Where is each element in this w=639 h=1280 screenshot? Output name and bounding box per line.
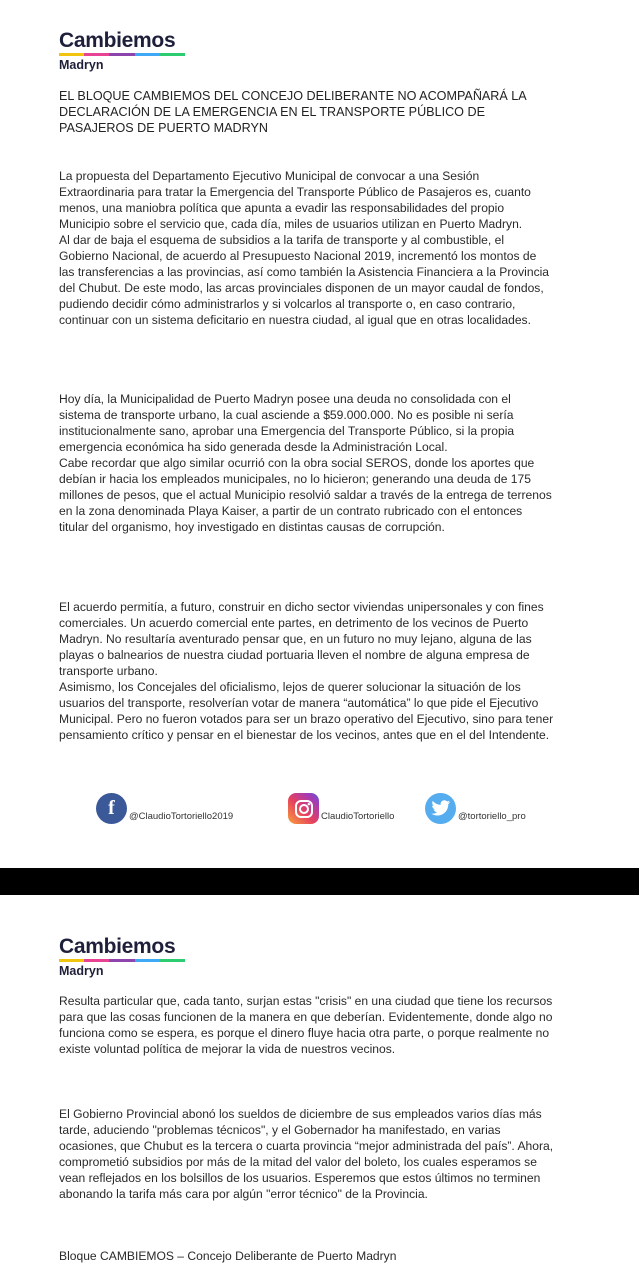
- paragraph: Resulta particular que, cada tanto, surjan estas "crisis" en una ciudad que tiene los recursos para que las cosas funcionen de la manera en que deberían. Evidentemente, donde algo no funciona como se espera, es porque el dinero fluye hacia otra parte, o porque realmente no existe voluntad política de mejorar la vida de nuestros vecinos.: [59, 994, 553, 1056]
- facebook-link[interactable]: [96, 793, 233, 824]
- paragraph-block-1: [59, 168, 554, 328]
- social-links: [0, 793, 639, 833]
- logo-brand: Cambiemos: [59, 29, 176, 52]
- headline: EL BLOQUE CAMBIEMOS DEL CONCEJO DELIBERANTE NO ACOMPAÑARÁ LA DECLARACIÓN DE LA EMERGENCIA EN EL TRANSPORTE PÚBLICO DE PASAJEROS DE PUERTO MADRYN: [59, 89, 527, 135]
- cambiemos-logo: [59, 936, 185, 978]
- logo-bar-segment: [59, 53, 84, 56]
- page-separator: [0, 868, 639, 895]
- paragraph: Al dar de baja el esquema de subsidios a la tarifa de transporte y al combustible, el Gobierno Nacional, de acuerdo al Presupuesto Nacional 2019, incrementó los montos de las transferencias a las provincias, así como también la Asistencia Financiera a la Provincia del Chubut. De este modo, las arcas provinciales disponen de un mayor caudal de fondos, pudiendo decidir cómo administrarlos y si volcarlos al transporte o, en caso contrario, continuar con un sistema deficitario en nuestra ciudad, al igual que en otras localidades.: [59, 233, 550, 327]
- logo-bar-segment: [109, 53, 134, 56]
- footer-signature: Bloque CAMBIEMOS – Concejo Deliberante de Puerto Madryn: [59, 1249, 397, 1263]
- logo-bar-segment: [84, 53, 109, 56]
- logo-bar-segment: [109, 959, 134, 962]
- paragraph-block-5: [59, 1106, 554, 1202]
- paragraph: Cabe recordar que algo similar ocurrió con la obra social SEROS, donde los aportes que debían ir hacia los empleados municipales, no lo hicieron; generando una deuda de 175 millones de pesos, que el actual Municipio resolvió saldar a través de la entrega de terrenos en la zona denominada Playa Kaiser, a partir de un contrato rubricado con el entonces titular del organismo, hoy investigado en distintas causas de corrupción.: [59, 456, 552, 534]
- instagram-handle: ClaudioTortoriello: [321, 811, 395, 822]
- cambiemos-logo: [59, 30, 185, 72]
- paragraph-block-3: [59, 599, 554, 743]
- logo-color-bar: [59, 53, 185, 56]
- document-page-2: [0, 895, 639, 1280]
- paragraph-block-2: [59, 391, 554, 535]
- paragraph-block-4: [59, 993, 554, 1057]
- logo-bar-segment: [135, 959, 160, 962]
- paragraph: El Gobierno Provincial abonó los sueldos de diciembre de sus empleados varios días más tarde, aduciendo "problemas técnicos", y el Gobernador ha manifestado, en varias ocasiones, que Chubut es la tercera o cuarta provincia “mejor administrada del país”. Ahora, comprometió subsidios por más de la mitad del valor del boleto, los cuales esperamos se vean reflejados en los bolsillos de los usuarios. Esperemos que estos últimos no terminen abonando la tarifa más cara por algún "error técnico" de la Provincia.: [59, 1107, 554, 1201]
- paragraph: Asimismo, los Concejales del oficialismo, lejos de querer solucionar la situación de los usuarios del transporte, resolverían votar de manera “automática” lo que pide el Ejecutivo Municipal. Pero no fueron votados para ser un brazo operativo del Ejecutivo, sino para tener pensamiento crítico y pensar en el bienestar de los vecinos, antes que en el del Intendente.: [59, 680, 554, 742]
- paragraph: El acuerdo permitía, a futuro, construir en dicho sector viviendas unipersonales y con fines comerciales. Un acuerdo comercial ente partes, en detrimento de los vecinos de Puerto Madryn. No resultaría aventurado pensar que, en un futuro no muy lejano, alguna de las playas o balnearios de nuestra ciudad portuaria lleven el nombre de alguna empresa de transporte urbano.: [59, 600, 544, 678]
- paragraph: La propuesta del Departamento Ejecutivo Municipal de convocar a una Sesión Extraordinaria para tratar la Emergencia del Transporte Público de Pasajeros es, cuanto menos, una maniobra política que apunta a evadir las responsabilidades del propio Municipio sobre el servicio que, cada día, miles de usuarios utilizan en Puerto Madryn.: [59, 169, 531, 231]
- instagram-icon: [288, 793, 319, 824]
- instagram-link[interactable]: [288, 793, 394, 824]
- paragraph: Hoy día, la Municipalidad de Puerto Madryn posee una deuda no consolidada con el sistema de transporte urbano, la cual asciende a $59.000.000. No es posible ni sería institucionalmente sano, aprobar una Emergencia del Transporte Público, si la propia emergencia económica ha sido generada desde la Administración Local.: [59, 392, 515, 454]
- logo-bar-segment: [160, 959, 185, 962]
- facebook-handle: @ClaudioTortoriello2019: [129, 811, 234, 822]
- logo-bar-segment: [160, 53, 185, 56]
- twitter-handle: @tortoriello_pro: [458, 811, 526, 822]
- twitter-link[interactable]: [425, 793, 526, 824]
- facebook-icon: f: [96, 793, 127, 824]
- logo-city: Madryn: [59, 964, 104, 978]
- logo-city: Madryn: [59, 58, 104, 72]
- twitter-icon: [425, 793, 456, 824]
- logo-brand: Cambiemos: [59, 935, 176, 958]
- logo-color-bar: [59, 959, 185, 962]
- logo-bar-segment: [84, 959, 109, 962]
- logo-bar-segment: [59, 959, 84, 962]
- logo-bar-segment: [135, 53, 160, 56]
